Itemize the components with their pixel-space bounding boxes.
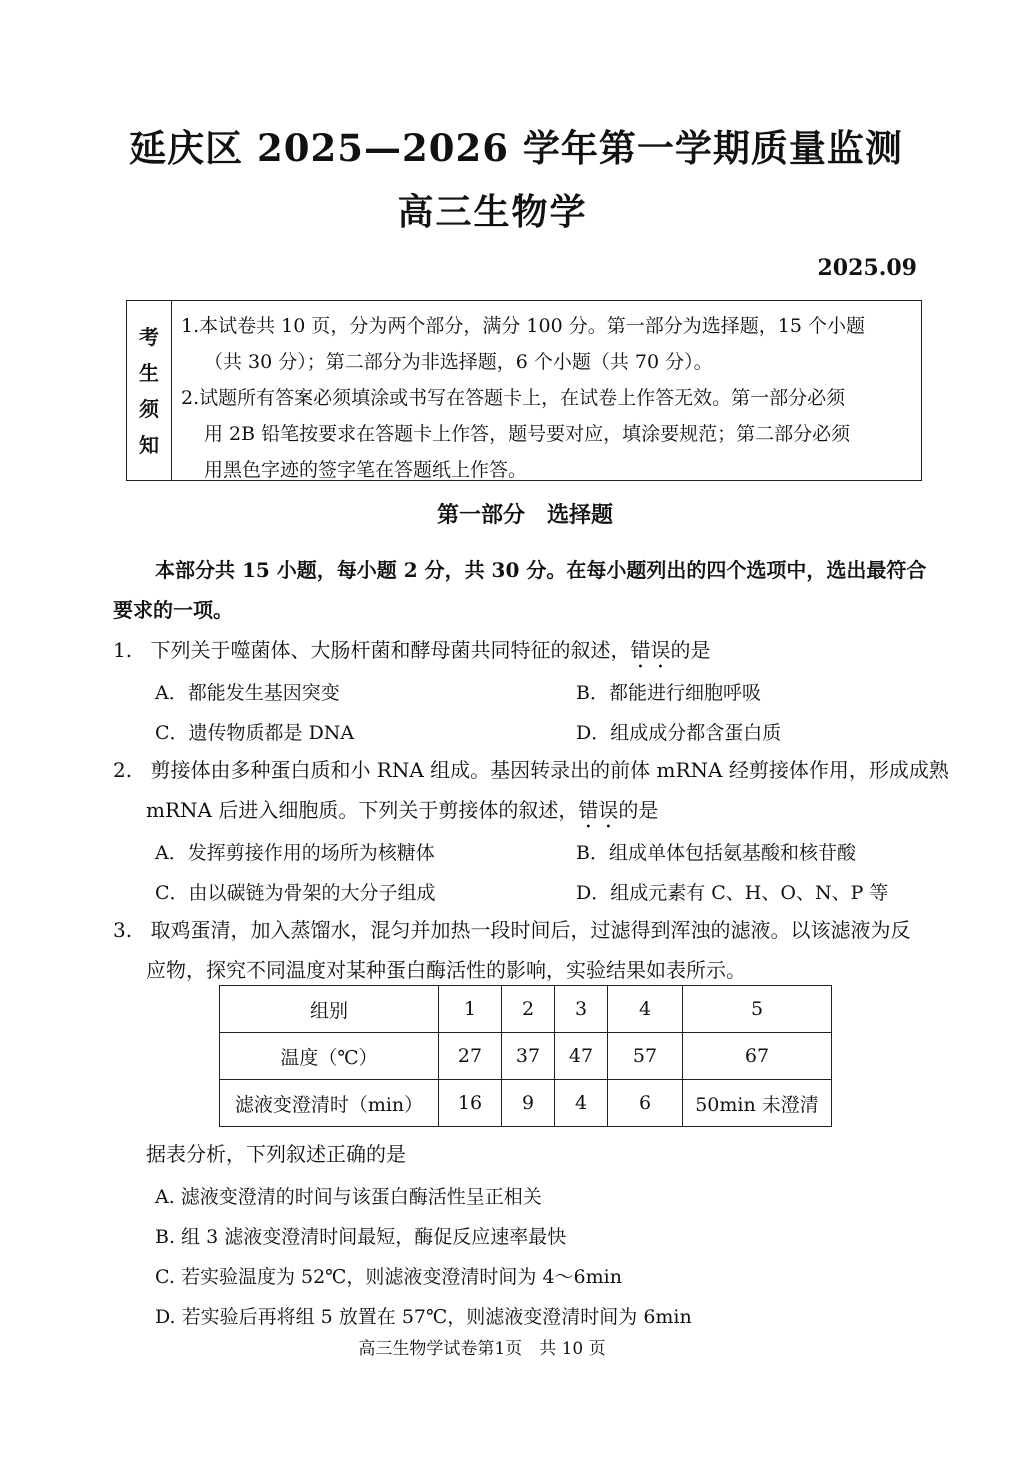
option-a: A. 滤液变澄清的时间与该蛋白酶活性呈正相关 [155, 1186, 542, 1208]
notice-line: 用黑色字迹的签字笔在答题纸上作答。 [204, 459, 528, 481]
emphasis-text: 错误 [578, 798, 619, 822]
table-cell: 4 [608, 986, 683, 1033]
exam-date: 2025.09 [817, 255, 917, 281]
option-c: C．由以碳链为骨架的大分子组成 [155, 882, 436, 904]
question-3 [113, 910, 910, 950]
question-stem: 下列关于噬菌体、大肠杆菌和酵母菌共同特征的叙述， [150, 638, 631, 662]
question-number: 3. [113, 918, 133, 942]
option-b: B．都能进行细胞呼吸 [576, 682, 761, 704]
table-cell: 57 [608, 1033, 683, 1080]
table-cell: 3 [555, 986, 608, 1033]
question-stem-end: 的是 [670, 638, 711, 662]
table-cell: 6 [608, 1080, 683, 1127]
option-d: D．组成成分都含蛋白质 [576, 722, 782, 744]
table-cell: 47 [555, 1033, 608, 1080]
option-a: A．发挥剪接作用的场所为核糖体 [155, 842, 435, 864]
option-d: D．组成元素有 C、H、O、N、P 等 [576, 882, 889, 904]
option-c: C．遗传物质都是 DNA [155, 722, 355, 744]
notice-label-char: 考 [139, 324, 159, 349]
page-footer: 高三生物学试卷第1页 共 10 页 [358, 1339, 606, 1359]
option-b: B. 组 3 滤液变澄清时间最短，酶促反应速率最快 [155, 1226, 567, 1248]
question-2 [113, 750, 949, 790]
question-stem: mRNA 后进入细胞质。下列关于剪接体的叙述， [146, 798, 579, 822]
table-row [220, 1080, 832, 1127]
question-stem-end: 的是 [618, 798, 659, 822]
candidate-notice-box [126, 300, 922, 481]
table-cell: 9 [502, 1080, 555, 1127]
notice-label [127, 301, 172, 480]
question-2-stem-line2 [146, 790, 658, 833]
table-row [220, 986, 832, 1033]
question-stem: 应物，探究不同温度对某种蛋白酶活性的影响，实验结果如表所示。 [146, 958, 746, 982]
option-a: A．都能发生基因突变 [155, 682, 340, 704]
notice-label-char: 生 [139, 360, 159, 385]
table-cell: 组别 [220, 986, 439, 1033]
exam-title: 延庆区 2025—2026 学年第一学期质量监测 [129, 126, 903, 170]
table-cell: 67 [683, 1033, 832, 1080]
question-number: 1. [113, 638, 133, 662]
section-intro-line: 要求的一项。 [113, 598, 233, 622]
table-cell: 1 [439, 986, 502, 1033]
question-prompt: 据表分析，下列叙述正确的是 [146, 1142, 406, 1166]
notice-line: 2.试题所有答案必须填涂或书写在答题卡上，在试卷上作答无效。第一部分必须 [181, 387, 846, 409]
table-row [220, 1033, 832, 1080]
notice-label-char: 知 [139, 432, 159, 457]
notice-line: 用 2B 铅笔按要求在答题卡上作答，题号要对应，填涂要规范；第二部分必须 [204, 423, 851, 445]
question-number: 2. [113, 758, 133, 782]
table-cell: 2 [502, 986, 555, 1033]
notice-label-char: 须 [139, 396, 159, 421]
table-cell: 5 [683, 986, 832, 1033]
emphasis-text: 错误 [630, 638, 671, 662]
question-stem: 取鸡蛋清，加入蒸馏水，混匀并加热一段时间后，过滤得到浑浊的滤液。以该滤液为反 [150, 918, 911, 942]
notice-body [181, 308, 913, 488]
notice-line: （共 30 分）；第二部分为非选择题，6 个小题（共 70 分）。 [204, 351, 713, 373]
option-d: D. 若实验后再将组 5 放置在 57℃，则滤液变澄清时间为 6min [155, 1306, 692, 1328]
results-table [219, 985, 832, 1127]
section-title: 第一部分 选择题 [436, 502, 613, 528]
table-cell: 16 [439, 1080, 502, 1127]
subject-title: 高三生物学 [397, 191, 588, 233]
question-stem: 剪接体由多种蛋白质和小 RNA 组成。基因转录出的前体 mRNA 经剪接体作用，形成成熟 [150, 758, 949, 782]
option-b: B．组成单体包括氨基酸和核苷酸 [576, 842, 856, 864]
notice-line: 1.本试卷共 10 页，分为两个部分，满分 100 分。第一部分为选择题，15 个小题 [181, 315, 865, 337]
table-cell: 27 [439, 1033, 502, 1080]
table-cell: 温度（℃） [220, 1033, 439, 1080]
table-cell: 滤液变澄清时（min） [220, 1080, 439, 1127]
table-cell: 4 [555, 1080, 608, 1127]
table-cell: 50min 未澄清 [683, 1080, 832, 1127]
section-intro-line: 本部分共 15 小题，每小题 2 分，共 30 分。在每小题列出的四个选项中，选出最符合 [155, 558, 927, 582]
table-cell: 37 [502, 1033, 555, 1080]
option-c: C. 若实验温度为 52℃，则滤液变澄清时间为 4～6min [155, 1266, 622, 1288]
question-1 [113, 630, 710, 673]
